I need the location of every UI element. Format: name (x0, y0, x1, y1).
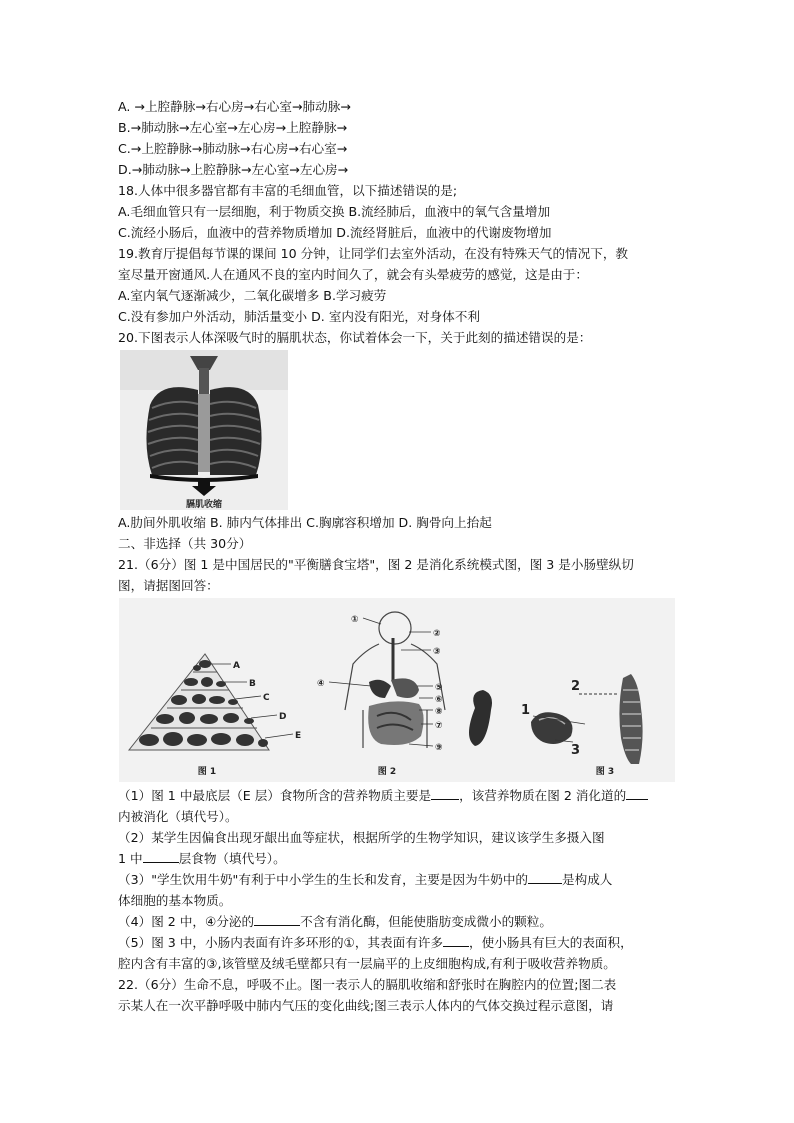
q17-option-a: A. →上腔静脉→右心房→右心室→肺动脉→ (118, 99, 351, 114)
q21-sub4-text-a: （4）图 2 中，④分泌的 (118, 914, 255, 929)
thorax-image (120, 350, 288, 510)
q21-stem-line1: 21.（6分）图 1 是中国居民的"平衡膳食宝塔"，图 2 是消化系统模式图，图 3 是小肠壁纵切 (118, 557, 634, 572)
q17-option-b: B.→肺动脉→左心室→左心房→上腔静脉→ (118, 120, 348, 135)
q21-sub2-text-b: 1 中 (118, 851, 143, 866)
digestive-label-8: ⑧ (435, 707, 443, 717)
answer-blank[interactable] (254, 913, 300, 926)
intestine-label-1: 1 (521, 703, 531, 718)
digestive-label-1: ① (351, 615, 359, 625)
pyramid-label-b: B (249, 679, 256, 689)
q21-sub3-line1 (118, 870, 612, 890)
q21-sub3-text-b: 是构成人 (562, 872, 613, 887)
diaphragm-figure (120, 350, 288, 510)
q21-sub3-line2: 体细胞的基本物质。 (118, 893, 232, 908)
diaphragm-label: 膈肌收缩 (185, 500, 223, 510)
q21-sub4 (118, 912, 552, 932)
q19-stem-line2: 室尽量开窗通风.人在通风不良的室内时间久了，就会有头晕疲劳的感觉，这是由于： (118, 267, 588, 282)
section-heading: 二、非选择（共 30分） (118, 536, 252, 551)
digestive-label-3: ③ (433, 647, 441, 657)
q18-options-line1: A.毛细血管只有一层细胞，利于物质交换 B.流经肺后，血液中的氧气含量增加 (118, 204, 551, 219)
q20-options: A.肋间外肌收缩 B. 肺内气体排出 C.胸廓容积增加 D. 胸骨向上抬起 (118, 515, 492, 530)
q21-sub4-text-b: 不含有消化酶，但能使脂肪变成微小的颗粒。 (300, 914, 552, 929)
q18-stem: 18.人体中很多器官都有丰富的毛细血管，以下描述错误的是; (118, 183, 458, 198)
q22-line1: 22.（6分）生命不息，呼吸不止。图一表示人的膈肌收缩和舒张时在胸腔内的位置;图二表 (118, 977, 617, 992)
q21-sub5-text-b: ，使小肠具有巨大的表面积， (468, 935, 633, 950)
fig1-caption: 图 1 (197, 767, 217, 777)
answer-blank[interactable] (528, 871, 562, 884)
q21-figure-panel (119, 598, 675, 782)
fig3-caption: 图 3 (595, 767, 615, 777)
answer-blank[interactable] (443, 934, 469, 947)
q21-sub1-line1 (118, 786, 648, 806)
pyramid-label-e: E (295, 731, 302, 741)
answer-blank[interactable] (431, 787, 459, 800)
q21-figures (119, 598, 675, 782)
answer-blank[interactable] (143, 850, 179, 863)
q21-sub2-text-c: 层食物（填代号）。 (178, 851, 286, 866)
pyramid-label-d: D (279, 712, 287, 722)
pyramid-label-c: C (263, 693, 270, 703)
q21-sub3-text-a: （3）"学生饮用牛奶"有利于中小学生的生长和发育，主要是因为牛奶中的 (118, 872, 529, 887)
q18-options-line2: C.流经小肠后，血液中的营养物质增加 D.流经肾脏后，血液中的代谢废物增加 (118, 225, 552, 240)
q19-options-line1: A.室内氧气逐渐减少，二氧化碳增多 B.学习疲劳 (118, 288, 387, 303)
q17-option-d: D.→肺动脉→上腔静脉→左心室→左心房→ (118, 162, 349, 177)
q21-sub5-line2: 腔内含有丰富的③,该管壁及绒毛壁都只有一层扁平的上皮细胞构成,有利于吸收营养物质。 (118, 956, 616, 971)
q21-sub2-line1: （2）某学生因偏食出现牙龈出血等症状，根据所学的生物学知识，建议该学生多摄入图 (118, 830, 605, 845)
q21-stem-line2: 图，请据图回答： (118, 578, 219, 593)
q21-sub1-text-a: （1）图 1 中最底层（E 层）食物所含的营养物质主要是 (118, 788, 432, 803)
q19-stem-line1: 19.教育厅提倡每节课的课间 10 分钟，让同学们去室外活动，在没有特殊天气的情况下，教 (118, 246, 629, 261)
q21-sub5-line1 (118, 933, 633, 953)
q21-sub1-text-b: ，该营养物质在图 2 消化道的 (459, 788, 627, 803)
fig2-caption: 图 2 (377, 767, 397, 777)
digestive-label-6: ⑥ (435, 695, 443, 705)
answer-blank[interactable] (626, 787, 648, 800)
q19-options-line2: C.没有参加户外活动，肺活量变小 D. 室内没有阳光，对身体不利 (118, 309, 480, 324)
q21-sub2-line2 (118, 849, 286, 869)
intestine-label-3: 3 (571, 743, 581, 758)
q20-stem: 20.下图表示人体深吸气时的膈肌状态，你试着体会一下，关于此刻的描述错误的是： (118, 330, 592, 345)
digestive-label-5: ⑤ (435, 683, 443, 693)
q17-option-c: C.→上腔静脉→肺动脉→右心房→右心室→ (118, 141, 348, 156)
intestine-label-2: 2 (571, 679, 581, 694)
digestive-label-2: ② (433, 629, 441, 639)
q22-line2: 示某人在一次平静呼吸中肺内气压的变化曲线;图三表示人体内的气体交换过程示意图，请 (118, 998, 614, 1013)
q21-sub1-line2: 内被消化（填代号）。 (118, 809, 238, 824)
q21-sub5-text-a: （5）图 3 中，小肠内表面有许多环形的①，其表面有许多 (118, 935, 443, 950)
digestive-label-7: ⑦ (435, 721, 443, 731)
pyramid-label-a: A (233, 661, 240, 671)
digestive-label-4: ④ (317, 679, 325, 689)
digestive-label-9: ⑨ (435, 743, 443, 753)
